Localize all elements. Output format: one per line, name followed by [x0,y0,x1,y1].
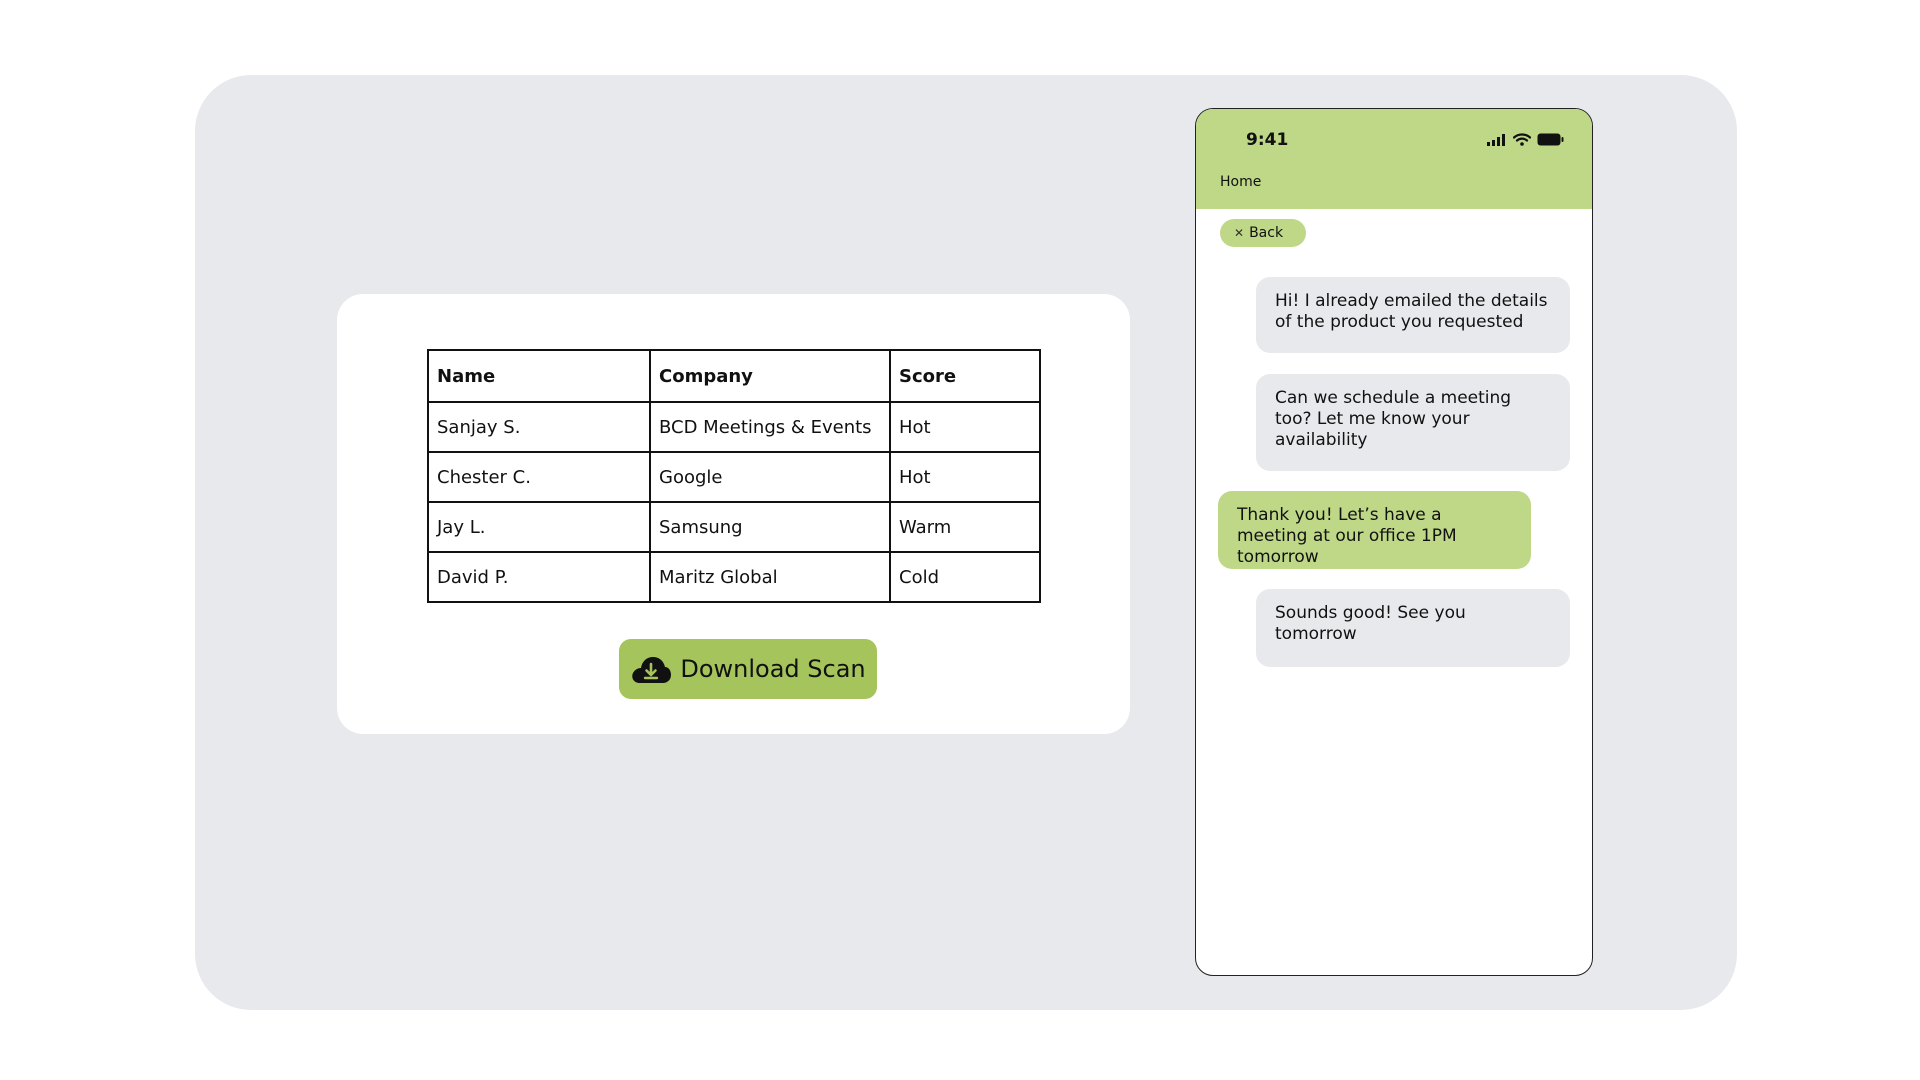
cell-score: Warm [890,502,1040,552]
leads-table [427,349,1041,603]
table-row [428,552,1040,602]
table-row [428,452,1040,502]
message-text: Thank you! Let’s have a meeting at our office 1PM tomorrow [1237,505,1457,567]
status-icons [1487,133,1564,146]
table-row [428,502,1040,552]
phone-header [1196,109,1592,209]
cell-company: Google [650,452,890,502]
cell-score: Hot [890,402,1040,452]
status-time: 9:41 [1246,130,1289,150]
signal-icon [1487,134,1507,146]
cell-score: Hot [890,452,1040,502]
column-header-name: Name [428,350,650,402]
download-scan-button[interactable] [619,639,877,699]
phone-mockup [1195,108,1593,976]
table-header-row [428,350,1040,402]
chat-message [1256,589,1570,667]
cell-name: David P. [428,552,650,602]
message-text: Hi! I already emailed the details of the product you requested [1275,291,1548,332]
battery-icon [1537,133,1564,146]
message-text: Sounds good! See you tomorrow [1275,603,1466,644]
nav-title: Home [1220,174,1262,190]
chat-message [1256,374,1570,471]
table-row [428,402,1040,452]
chat-message [1256,277,1570,353]
cell-company: Samsung [650,502,890,552]
cell-company: Maritz Global [650,552,890,602]
back-label: Back [1249,225,1284,241]
chat-message-sent [1218,491,1531,569]
cell-company: BCD Meetings & Events [650,402,890,452]
close-icon: ✕ [1234,226,1245,240]
cell-name: Sanjay S. [428,402,650,452]
wifi-icon [1513,133,1531,146]
column-header-score: Score [890,350,1040,402]
back-button[interactable] [1220,219,1306,247]
cloud-download-icon [630,653,672,685]
cell-name: Jay L. [428,502,650,552]
cell-name: Chester C. [428,452,650,502]
cell-score: Cold [890,552,1040,602]
download-scan-label: Download Scan [680,655,866,683]
message-text: Can we schedule a meeting too? Let me know your availability [1275,388,1512,450]
column-header-company: Company [650,350,890,402]
